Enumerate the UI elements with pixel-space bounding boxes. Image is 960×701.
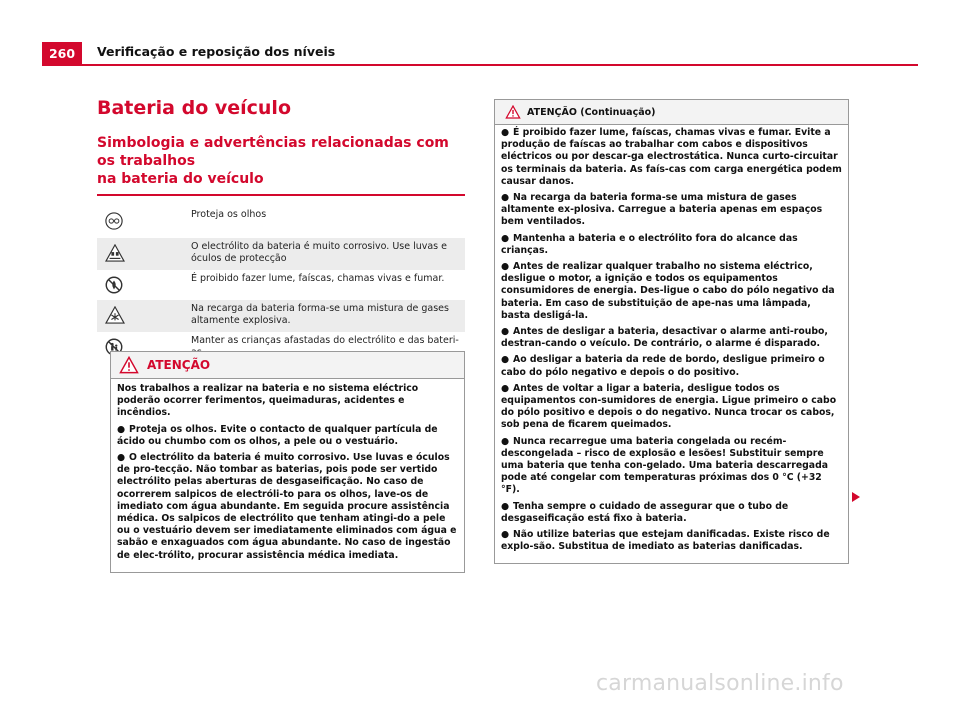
list-item: ● Antes de realizar qualquer trabalho no sistema eléctrico, desligue o motor, a ignição e todos os equipamentos consumidores de energia. Des-ligue o cabo do pólo negativo da bateria. Em caso de substituição de ape-nas uma lâmpada, basta desligá-la. xyxy=(501,261,835,321)
warning-triangle-icon xyxy=(119,356,139,374)
warning-intro: Nos trabalhos a realizar na bateria e no sistema eléctrico poderão ocorrer ferimentos, queimaduras, acidentes e incêndios. xyxy=(117,383,419,419)
explosive-icon xyxy=(105,306,125,324)
list-item: ● O electrólito da bateria é muito corrosivo. Use luvas e óculos de pro-tecção. Não tombar as baterias, pois pode ser vertido electrólito pelas aberturas de desgaseificação. No caso de ocorrerem salpicos de electróli-to para os olhos, lave-os de imediato com água abundante. Em seguida procure assistência médica. Os salpicos de electrólito que tenham atingi-do a pele ou o vestuário devem ser imediatamente eliminados com água e sabão e enxaguados com água abundante. No caso de ingestão de elec-trólito, procurar assistência médica imediata. xyxy=(117,452,457,561)
symbol-text: Proteja os olhos xyxy=(191,208,267,220)
symbol-text: É proibido fazer lume, faíscas, chamas vivas e fumar. xyxy=(191,272,445,284)
header-title: Verificação e reposição dos níveis xyxy=(97,44,336,59)
list-item: ● Tenha sempre o cuidado de assegurar que o tubo de desgaseificação está fixo à bateria. xyxy=(501,500,789,524)
warning-box xyxy=(110,351,465,573)
warning-continued-body xyxy=(495,125,848,563)
section-title: Bateria do veículo xyxy=(97,97,291,119)
list-item: ● Nunca recarregue uma bateria congelada ou recém-descongelada – risco de explosão e lesões! Substituir sempre uma bateria que tenha con-gelado. Uma bateria descarregada pode até congelar com temperaturas próximas dos 0 °C (+32 °F). xyxy=(501,435,829,496)
symbol-row xyxy=(97,238,465,270)
symbol-row xyxy=(97,300,465,332)
warning-continued-header xyxy=(495,100,848,125)
list-item: ● Na recarga da bateria forma-se uma mistura de gases altamente ex-plosiva. Carregue a bateria apenas em espaços bem ventilados. xyxy=(501,192,823,228)
header-rule xyxy=(42,64,918,66)
warning-continued-title: ATENÇÃO (Continuação) xyxy=(527,106,656,118)
warning-triangle-icon xyxy=(505,105,521,119)
symbol-text: Na recarga da bateria forma-se uma mistura de gases altamente explosiva. xyxy=(191,302,449,326)
subtitle-line-1: Simbologia e advertências relacionadas com os trabalhos xyxy=(97,135,449,169)
warning-body xyxy=(111,379,464,572)
symbol-row xyxy=(97,270,465,300)
list-item: ● Mantenha a bateria e o electrólito fora do alcance das crianças. xyxy=(501,232,798,256)
symbol-row xyxy=(97,206,465,238)
warning-continued-box xyxy=(494,99,849,564)
watermark: carmanualsonline.info xyxy=(596,671,844,696)
corrosive-icon xyxy=(105,244,125,262)
list-item: ● Não utilize baterias que estejam danificadas. Existe risco de explo-são. Substitua de imediato as baterias danificadas. xyxy=(501,529,830,553)
section-subtitle xyxy=(97,134,465,188)
subtitle-rule xyxy=(97,194,465,196)
warning-title: ATENÇÃO xyxy=(147,358,211,372)
subtitle-line-2: na bateria do veículo xyxy=(97,171,264,187)
list-item: ● Antes de desligar a bateria, desactivar o alarme anti-roubo, destran-cando o veículo. De contrário, o alarme é disparado. xyxy=(501,326,828,350)
symbol-text: Manter as crianças afastadas do electrólito e das bateri- xyxy=(191,334,459,346)
page-number: 260 xyxy=(42,42,82,64)
no-fire-icon xyxy=(105,276,123,294)
warning-header xyxy=(111,352,464,379)
list-item: ● Antes de voltar a ligar a bateria, desligue todos os equipamentos con-sumidores de energia. Ligue primeiro o cabo do pólo positivo e depois o do negativo. Nunca trocar os cabos, sob pena de ficarem queimados. xyxy=(501,382,837,431)
list-item: ● É proibido fazer lume, faíscas, chamas vivas e fumar. Evite a produção de faíscas ao trabalhar com cabos e dispositivos eléctricos ou por descar-ga electrostática. Nunca curto-circuitar os terminais da bateria. As faís-cas com carga energética podem causar danos. xyxy=(501,127,842,187)
goggles-icon xyxy=(105,212,123,230)
continue-arrow-icon[interactable] xyxy=(851,491,861,503)
left-column xyxy=(97,96,465,362)
symbol-table xyxy=(97,206,465,362)
list-item: ● Ao desligar a bateria da rede de bordo, desligue primeiro o cabo do pólo negativo e depois o do positivo. xyxy=(501,354,825,378)
list-item: ● Proteja os olhos. Evite o contacto de qualquer partícula de ácido ou chumbo com os olhos, a pele ou o vestuário. xyxy=(117,423,438,447)
symbol-text: O electrólito da bateria é muito corrosivo. Use luvas e óculos de protecção xyxy=(191,240,447,264)
